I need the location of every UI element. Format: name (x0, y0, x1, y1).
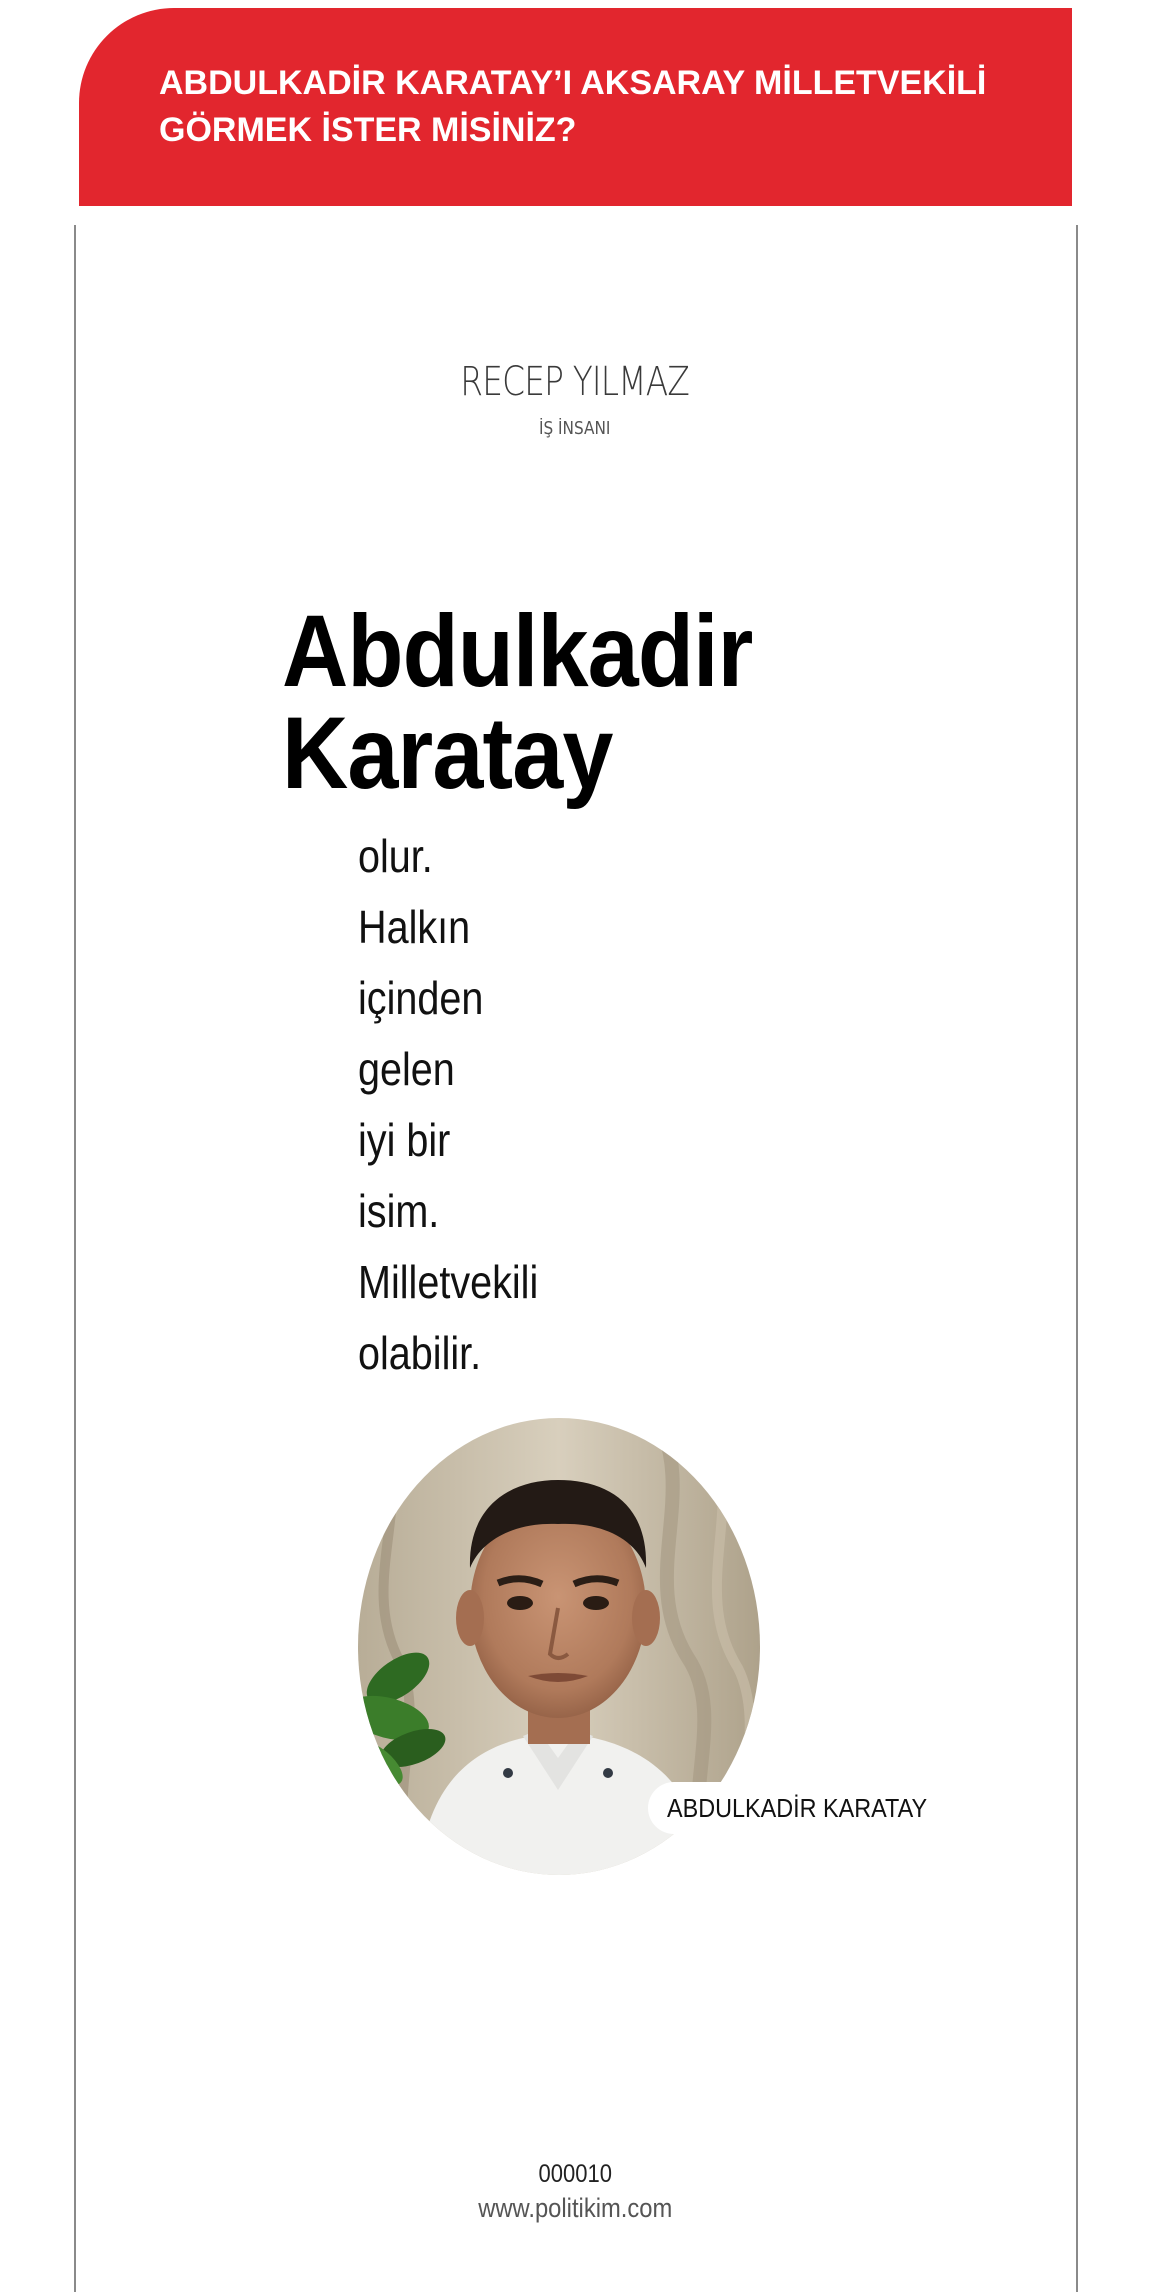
author-role: İŞ İNSANI (538, 418, 611, 439)
header-banner (79, 8, 1072, 206)
headline-line-1: Abdulkadir (282, 594, 753, 708)
headline-line-2: Karatay (282, 696, 613, 810)
photo-caption (648, 1782, 968, 1834)
eye (583, 1596, 609, 1610)
body-line-5: iyi bir (358, 1114, 451, 1166)
frame-line-left (74, 225, 76, 2292)
headline (282, 594, 753, 810)
ear (632, 1590, 660, 1646)
body-line-1: olur. (358, 830, 433, 882)
ear (456, 1590, 484, 1646)
body-line-2: Halkın (358, 901, 471, 953)
body-line-7: Milletvekili (358, 1256, 539, 1308)
body-line-8: olabilir. (358, 1327, 482, 1379)
site-url[interactable]: www.politikim.com (478, 2193, 673, 2223)
body-text (358, 826, 568, 1394)
shirt-button (603, 1768, 613, 1778)
page-number: 000010 (538, 2160, 612, 2188)
eye (507, 1596, 533, 1610)
header-title: ABDULKADİR KARATAY’I AKSARAY MİLLETVEKİLİ GÖRMEK İSTER MİSİNİZ? (159, 64, 987, 149)
body-line-3: içinden (358, 972, 484, 1024)
frame-line-right (1076, 225, 1078, 2292)
body-line-6: isim. (358, 1185, 440, 1237)
shirt-button (503, 1768, 513, 1778)
body-line-4: gelen (358, 1043, 455, 1095)
author-name: RECEP YILMAZ (460, 359, 689, 405)
photo-caption-text: ABDULKADİR KARATAY (667, 1793, 928, 1823)
